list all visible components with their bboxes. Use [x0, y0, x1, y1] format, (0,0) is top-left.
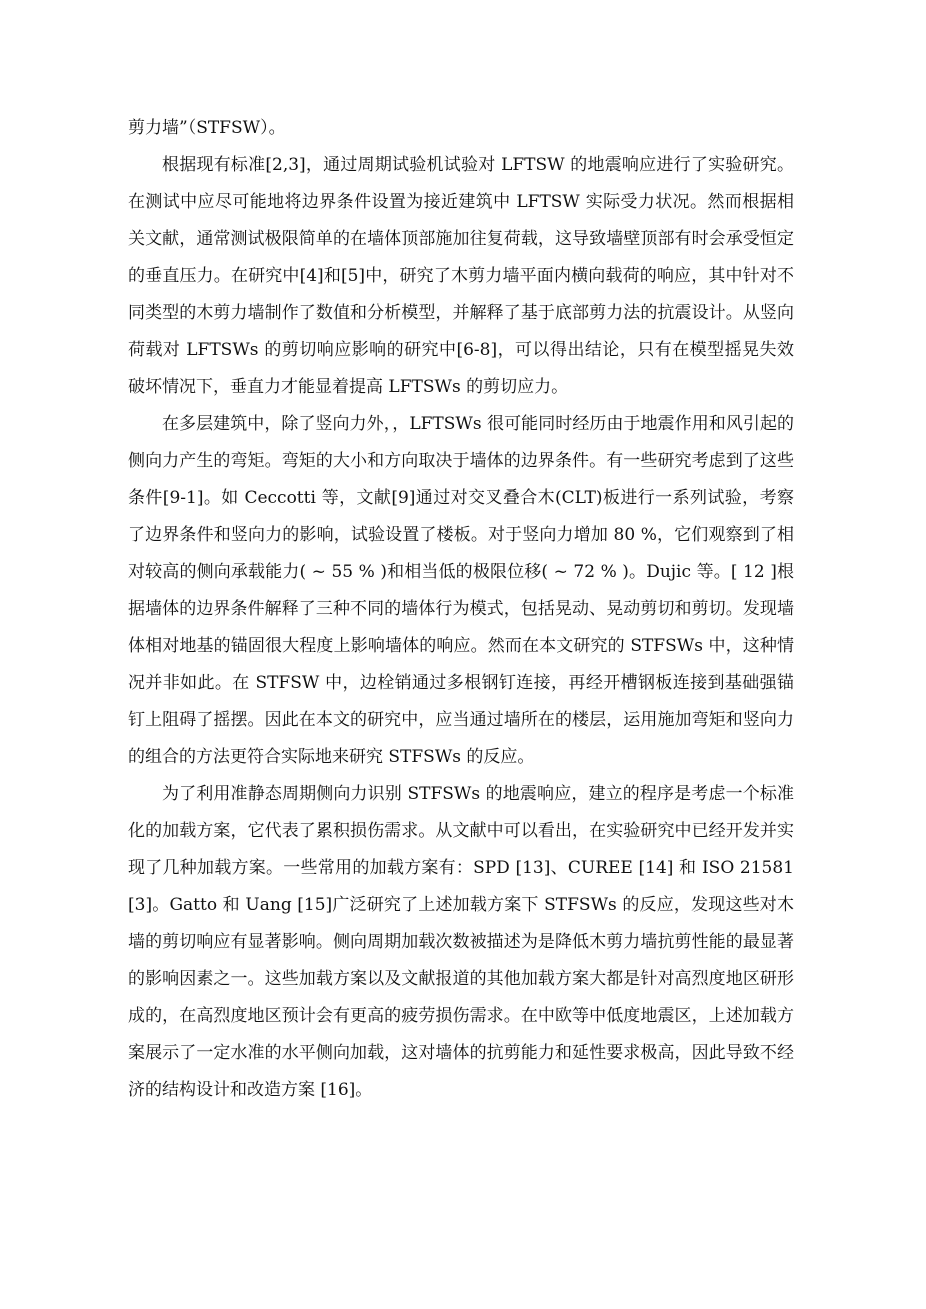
paragraph-loading-protocols: 为了利用准静态周期侧向力识别 STFSWs 的地震响应，建立的程序是考虑一个标准化的加载方案，它代表了累积损伤需求。从文献中可以看出，在实验研究中已经开发并实现了几种加载方案。一些常用的加载方案有：SPD [13]、CUREE [14] 和 ISO 21581 [3]。Gatto 和 Uang [15]广泛研究了上述加载方案下 STFSWs 的反应，发现这些对木墙的剪切响应有显著影响。侧向周期加载次数被描述为是降低木剪力墙抗剪性能的最显著的影响因素之一。这些加载方案以及文献报道的其他加载方案大都是针对高烈度地区研形成的，在高烈度地区预计会有更高的疲劳损伤需求。在中欧等中低度地震区，上述加载方案展示了一定水准的水平侧向加载，这对墙体的抗剪能力和延性要求极高，因此导致不经济的结构设计和改造方案 [16]。 — [128, 784, 794, 1100]
body-text — [128, 110, 794, 1109]
paragraph-multistory-buildings: 在多层建筑中，除了竖向力外，，LFTSWs 很可能同时经历由于地震作用和风引起的侧向力产生的弯矩。弯矩的大小和方向取决于墙体的边界条件。有一些研究考虑到了这些条件[9-1]。如 Ceccotti 等，文献[9]通过对交叉叠合木(CLT)板进行一系列试验，考察了边界条件和竖向力的影响，试验设置了楼板。对于竖向力增加 80 %，它们观察到了相对较高的侧向承载能力( ~ 55 % )和相当低的极限位移( ~ 72 % )。Dujic 等。[ 12 ]根据墙体的边界条件解释了三种不同的墙体行为模式，包括晃动、晃动剪切和剪切。发现墙体相对地基的锚固很大程度上影响墙体的响应。然而在本文研究的 STFSWs 中，这种情况并非如此。在 STFSW 中，边栓销通过多根钢钉连接，再经开槽钢板连接到基础强锚钉上阻碍了摇摆。因此在本文的研究中，应当通过墙所在的楼层，运用施加弯矩和竖向力的组合的方法更符合实际地来研究 STFSWs 的反应。 — [128, 414, 794, 767]
paragraph-testing-standards: 根据现有标准[2,3]，通过周期试验机试验对 LFTSW 的地震响应进行了实验研究。在测试中应尽可能地将边界条件设置为接近建筑中 LFTSW 实际受力状况。然而根据相关文献，通常测试极限简单的在墙体顶部施加往复荷载，这导致墙壁顶部有时会承受恒定的垂直压力。在研究中[4]和[5]中，研究了木剪力墙平面内横向载荷的响应，其中针对不同类型的木剪力墙制作了数值和分析模型，并解释了基于底部剪力法的抗震设计。从竖向荷载对 LFTSWs 的剪切响应影响的研究中[6-8]，可以得出结论，只有在模型摇晃失效破坏情况下，垂直力才能显着提高 LFTSWs 的剪切应力。 — [128, 155, 794, 397]
paragraph-continuation: 剪力墙”（STFSW）。 — [128, 118, 286, 138]
